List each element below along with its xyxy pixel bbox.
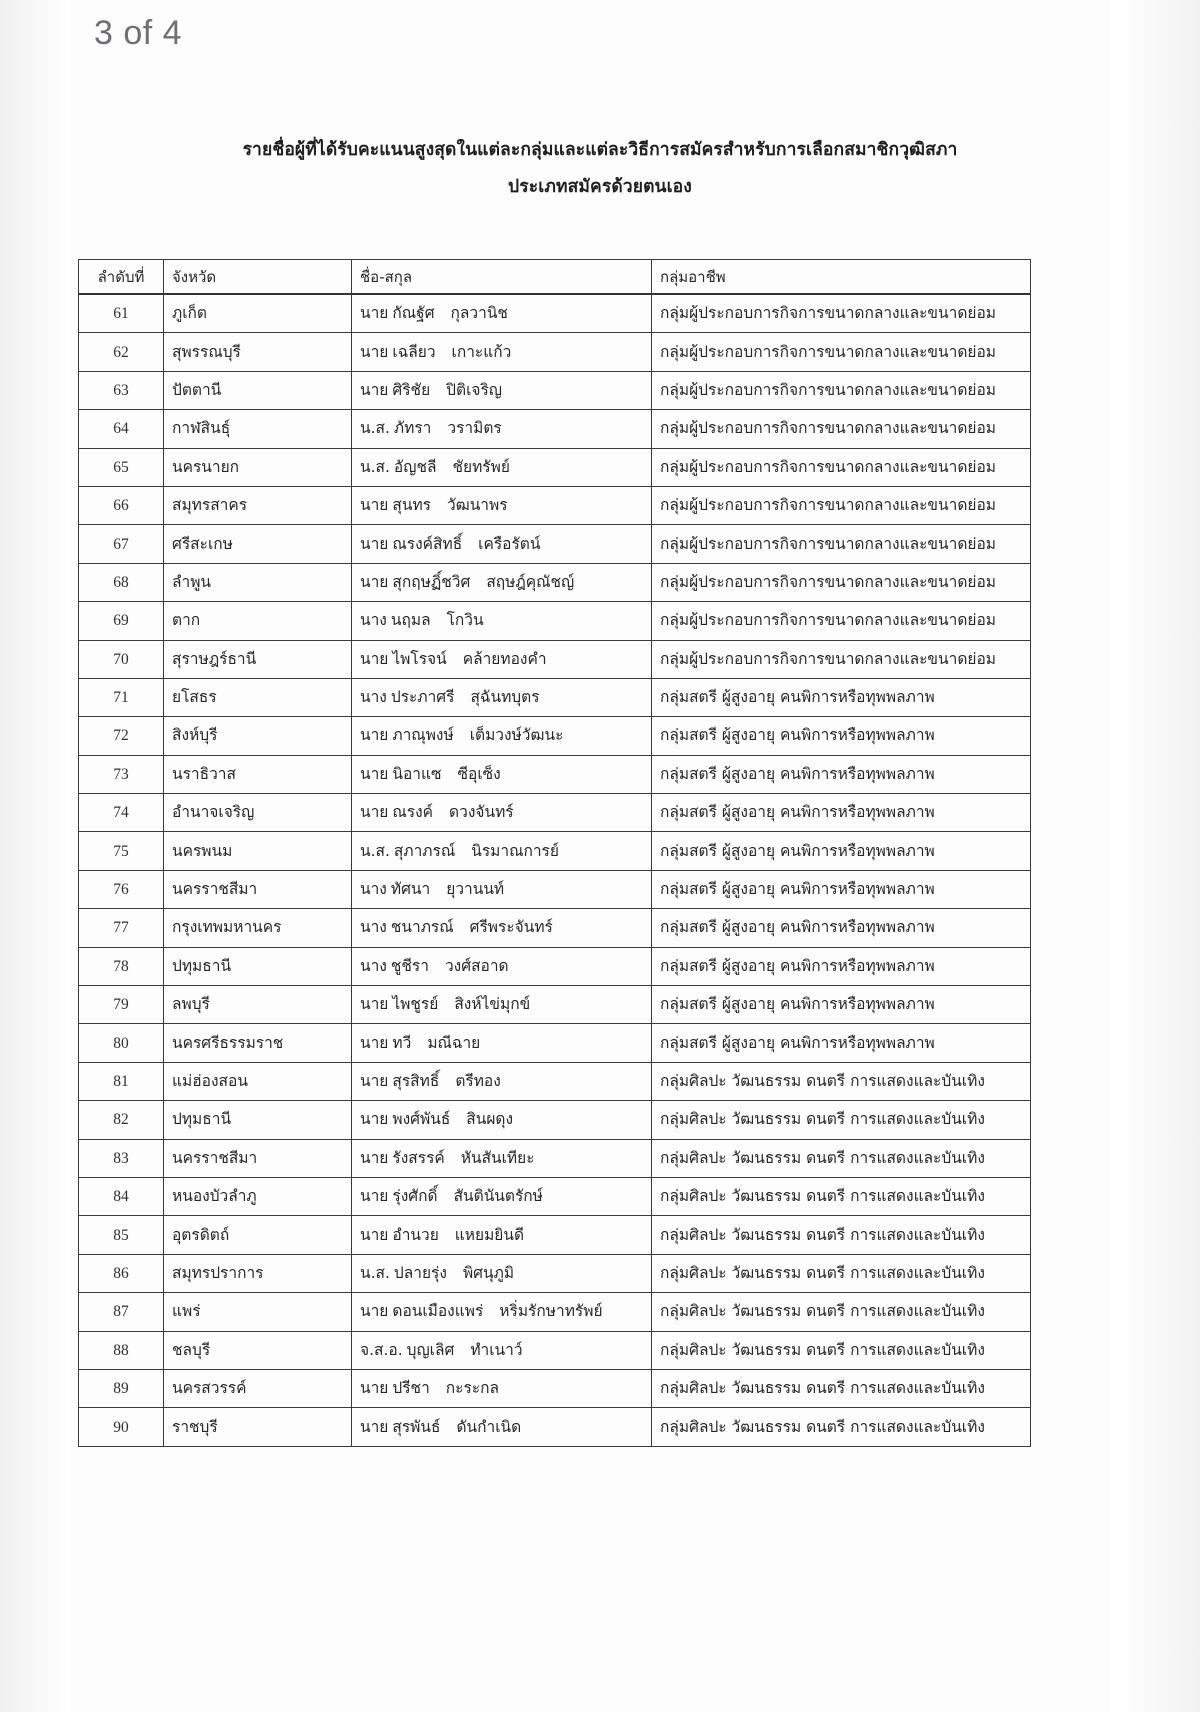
name-title: นาย bbox=[360, 1033, 389, 1052]
table-row bbox=[79, 1293, 1031, 1331]
name-given: บุญเลิศ bbox=[406, 1340, 455, 1359]
table-header-row bbox=[79, 260, 1031, 295]
name-title: นาย bbox=[360, 649, 389, 668]
name-given: อำนวย bbox=[392, 1225, 439, 1244]
name-title: นาย bbox=[360, 764, 389, 783]
name-family: แหยมยินดี bbox=[454, 1225, 525, 1244]
name-family: นิรมาณการย์ bbox=[471, 841, 559, 860]
cell-order-no: 62 bbox=[79, 333, 164, 371]
cell-occupation-group: กลุ่มสตรี ผู้สูงอายุ คนพิการหรือทุพพลภาพ bbox=[652, 947, 1031, 985]
name-title: นาง bbox=[360, 880, 387, 899]
cell-occupation-group: กลุ่มผู้ประกอบการกิจการขนาดกลางและขนาดย่อม bbox=[652, 525, 1031, 563]
cell-province: นราธิวาส bbox=[164, 755, 352, 793]
roster-table bbox=[78, 259, 1031, 1447]
table-row bbox=[79, 794, 1031, 832]
name-title: นาย bbox=[360, 1187, 389, 1206]
table-row bbox=[79, 870, 1031, 908]
name-given: ไพชูรย์ bbox=[392, 995, 439, 1014]
name-title: นาย bbox=[360, 1110, 389, 1129]
name-given: ภาณุพงษ์ bbox=[392, 726, 454, 745]
cell-province: แพร่ bbox=[164, 1293, 352, 1331]
table-row bbox=[79, 678, 1031, 716]
name-given: สุรสิทธิ์ bbox=[392, 1071, 440, 1090]
cell-full-name bbox=[352, 832, 652, 870]
name-family: ตรีทอง bbox=[455, 1071, 501, 1090]
cell-occupation-group: กลุ่มศิลปะ วัฒนธรรม ดนตรี การแสดงและบันเทิง bbox=[652, 1331, 1031, 1369]
name-title: นาย bbox=[360, 496, 389, 515]
table-row bbox=[79, 1254, 1031, 1292]
name-given: นิอาแซ bbox=[392, 764, 442, 783]
cell-province: ปัตตานี bbox=[164, 371, 352, 409]
name-family: ยุวานนท์ bbox=[446, 880, 505, 899]
cell-full-name bbox=[352, 1293, 652, 1331]
name-family: คล้ายทองคำ bbox=[462, 649, 547, 668]
table-row bbox=[79, 294, 1031, 333]
cell-order-no: 81 bbox=[79, 1062, 164, 1100]
cell-province: นครราชสีมา bbox=[164, 1139, 352, 1177]
cell-order-no: 64 bbox=[79, 410, 164, 448]
cell-occupation-group: กลุ่มสตรี ผู้สูงอายุ คนพิการหรือทุพพลภาพ bbox=[652, 755, 1031, 793]
cell-province: อำนาจเจริญ bbox=[164, 794, 352, 832]
name-given: พงศ์พันธ์ bbox=[392, 1110, 451, 1129]
column-header-order-no: ลำดับที่ bbox=[79, 260, 164, 295]
cell-occupation-group: กลุ่มสตรี ผู้สูงอายุ คนพิการหรือทุพพลภาพ bbox=[652, 832, 1031, 870]
name-family: โกวิน bbox=[446, 611, 484, 630]
cell-order-no: 82 bbox=[79, 1101, 164, 1139]
cell-province: ยโสธร bbox=[164, 678, 352, 716]
name-family: ดันกำเนิด bbox=[456, 1417, 522, 1436]
table-row bbox=[79, 371, 1031, 409]
name-given: ดอนเมืองแพร่ bbox=[392, 1302, 484, 1321]
table-row bbox=[79, 525, 1031, 563]
cell-province: หนองบัวลำภู bbox=[164, 1177, 352, 1215]
cell-full-name bbox=[352, 410, 652, 448]
cell-order-no: 69 bbox=[79, 602, 164, 640]
cell-province: นครนายก bbox=[164, 448, 352, 486]
cell-order-no: 88 bbox=[79, 1331, 164, 1369]
cell-order-no: 73 bbox=[79, 755, 164, 793]
name-given: ศิริชัย bbox=[392, 380, 431, 399]
cell-occupation-group: กลุ่มผู้ประกอบการกิจการขนาดกลางและขนาดย่อม bbox=[652, 333, 1031, 371]
cell-occupation-group: กลุ่มผู้ประกอบการกิจการขนาดกลางและขนาดย่อม bbox=[652, 294, 1031, 333]
cell-occupation-group: กลุ่มสตรี ผู้สูงอายุ คนพิการหรือทุพพลภาพ bbox=[652, 909, 1031, 947]
table-row bbox=[79, 1062, 1031, 1100]
cell-order-no: 75 bbox=[79, 832, 164, 870]
table-row bbox=[79, 1216, 1031, 1254]
cell-province: นครสวรรค์ bbox=[164, 1369, 352, 1407]
name-family: ทำเนาว์ bbox=[470, 1340, 523, 1359]
cell-full-name bbox=[352, 563, 652, 601]
cell-full-name bbox=[352, 1062, 652, 1100]
name-given: กัณฐัศ bbox=[392, 304, 435, 323]
name-title: นาง bbox=[360, 688, 387, 707]
cell-province: ภูเก็ต bbox=[164, 294, 352, 333]
name-given: ณรงค์สิทธิ์ bbox=[392, 534, 463, 553]
name-title: นาย bbox=[360, 304, 389, 323]
table-row bbox=[79, 947, 1031, 985]
cell-full-name bbox=[352, 1139, 652, 1177]
name-title: นาย bbox=[360, 726, 389, 745]
name-given: ประภาศรี bbox=[390, 688, 455, 707]
document-heading bbox=[0, 138, 1200, 201]
cell-order-no: 77 bbox=[79, 909, 164, 947]
cell-full-name bbox=[352, 294, 652, 333]
name-title: นาง bbox=[360, 956, 387, 975]
cell-occupation-group: กลุ่มสตรี ผู้สูงอายุ คนพิการหรือทุพพลภาพ bbox=[652, 870, 1031, 908]
name-title: น.ส. bbox=[360, 457, 390, 476]
cell-occupation-group: กลุ่มศิลปะ วัฒนธรรม ดนตรี การแสดงและบันเทิง bbox=[652, 1369, 1031, 1407]
cell-province: ปทุมธานี bbox=[164, 1101, 352, 1139]
cell-occupation-group: กลุ่มศิลปะ วัฒนธรรม ดนตรี การแสดงและบันเทิง bbox=[652, 1254, 1031, 1292]
cell-order-no: 76 bbox=[79, 870, 164, 908]
name-title: นาย bbox=[360, 1225, 389, 1244]
heading-line-1: รายชื่อผู้ที่ได้รับคะแนนสูงสุดในแต่ละกลุ่มและแต่ละวิธีการสมัครสำหรับการเลือกสมาชิกวุฒิสภา bbox=[242, 140, 958, 160]
name-title: นาง bbox=[360, 611, 387, 630]
cell-full-name bbox=[352, 986, 652, 1024]
cell-full-name bbox=[352, 717, 652, 755]
name-family: มณีฉาย bbox=[427, 1033, 481, 1052]
cell-province: สิงห์บุรี bbox=[164, 717, 352, 755]
cell-order-no: 84 bbox=[79, 1177, 164, 1215]
cell-full-name bbox=[352, 1408, 652, 1446]
name-title: น.ส. bbox=[360, 419, 390, 438]
cell-occupation-group: กลุ่มสตรี ผู้สูงอายุ คนพิการหรือทุพพลภาพ bbox=[652, 678, 1031, 716]
cell-province: ลำพูน bbox=[164, 563, 352, 601]
name-family: สันตินันตรักษ์ bbox=[453, 1187, 543, 1206]
name-title: นาย bbox=[360, 1417, 389, 1436]
cell-full-name bbox=[352, 602, 652, 640]
name-family: สฤษฎ์คุณัชญ์ bbox=[486, 572, 575, 591]
name-title: น.ส. bbox=[360, 1263, 390, 1282]
cell-order-no: 83 bbox=[79, 1139, 164, 1177]
cell-occupation-group: กลุ่มผู้ประกอบการกิจการขนาดกลางและขนาดย่อม bbox=[652, 486, 1031, 524]
name-title: นาย bbox=[360, 803, 389, 822]
table-row bbox=[79, 640, 1031, 678]
name-family: วงศ์สอาด bbox=[444, 956, 509, 975]
cell-order-no: 86 bbox=[79, 1254, 164, 1292]
table-row bbox=[79, 909, 1031, 947]
cell-order-no: 65 bbox=[79, 448, 164, 486]
name-family: หันสันเทียะ bbox=[460, 1148, 535, 1167]
table-row bbox=[79, 1408, 1031, 1446]
cell-full-name bbox=[352, 794, 652, 832]
cell-province: อุตรดิตถ์ bbox=[164, 1216, 352, 1254]
name-given: ปรีชา bbox=[392, 1379, 430, 1398]
column-header-occupation-group: กลุ่มอาชีพ bbox=[652, 260, 1031, 295]
cell-full-name bbox=[352, 1101, 652, 1139]
table-row bbox=[79, 333, 1031, 371]
cell-province: กรุงเทพมหานคร bbox=[164, 909, 352, 947]
cell-order-no: 90 bbox=[79, 1408, 164, 1446]
cell-occupation-group: กลุ่มสตรี ผู้สูงอายุ คนพิการหรือทุพพลภาพ bbox=[652, 1024, 1031, 1062]
name-family: ดวงจันทร์ bbox=[449, 803, 514, 822]
cell-occupation-group: กลุ่มศิลปะ วัฒนธรรม ดนตรี การแสดงและบันเทิง bbox=[652, 1216, 1031, 1254]
table-row bbox=[79, 410, 1031, 448]
cell-occupation-group: กลุ่มศิลปะ วัฒนธรรม ดนตรี การแสดงและบันเทิง bbox=[652, 1408, 1031, 1446]
cell-occupation-group: กลุ่มศิลปะ วัฒนธรรม ดนตรี การแสดงและบันเทิง bbox=[652, 1101, 1031, 1139]
cell-province: นครพนม bbox=[164, 832, 352, 870]
heading-line-2: ประเภทสมัครด้วยตนเอง bbox=[508, 177, 692, 198]
table-body bbox=[79, 294, 1031, 1446]
cell-occupation-group: กลุ่มศิลปะ วัฒนธรรม ดนตรี การแสดงและบันเทิง bbox=[652, 1062, 1031, 1100]
cell-order-no: 78 bbox=[79, 947, 164, 985]
table-row bbox=[79, 1369, 1031, 1407]
cell-full-name bbox=[352, 870, 652, 908]
cell-full-name bbox=[352, 755, 652, 793]
cell-order-no: 72 bbox=[79, 717, 164, 755]
name-given: อัญชลี bbox=[393, 457, 437, 476]
cell-full-name bbox=[352, 486, 652, 524]
name-given: ภัทรา bbox=[393, 419, 432, 438]
cell-occupation-group: กลุ่มสตรี ผู้สูงอายุ คนพิการหรือทุพพลภาพ bbox=[652, 717, 1031, 755]
name-title: นาย bbox=[360, 572, 389, 591]
cell-occupation-group: กลุ่มสตรี ผู้สูงอายุ คนพิการหรือทุพพลภาพ bbox=[652, 986, 1031, 1024]
table-row bbox=[79, 1101, 1031, 1139]
name-title: นาย bbox=[360, 342, 389, 361]
cell-province: ราชบุรี bbox=[164, 1408, 352, 1446]
name-family: สิงห์ไข่มุกข์ bbox=[454, 995, 531, 1014]
name-given: สุกฤษฏิ์ชวิศ bbox=[392, 572, 471, 591]
cell-occupation-group: กลุ่มผู้ประกอบการกิจการขนาดกลางและขนาดย่อม bbox=[652, 640, 1031, 678]
cell-order-no: 80 bbox=[79, 1024, 164, 1062]
name-title: นาง bbox=[360, 918, 387, 937]
cell-full-name bbox=[352, 947, 652, 985]
cell-full-name bbox=[352, 640, 652, 678]
cell-full-name bbox=[352, 448, 652, 486]
name-family: กุลวานิช bbox=[450, 304, 508, 323]
table-row bbox=[79, 1331, 1031, 1369]
name-given: สุภาภรณ์ bbox=[393, 841, 456, 860]
cell-full-name bbox=[352, 678, 652, 716]
table-row bbox=[79, 755, 1031, 793]
name-title: นาย bbox=[360, 1379, 389, 1398]
name-given: ณรงค์ bbox=[392, 803, 434, 822]
name-given: รังสรรค์ bbox=[392, 1148, 445, 1167]
roster-table-container bbox=[78, 259, 1030, 1447]
name-given: ชนาภรณ์ bbox=[390, 918, 454, 937]
column-header-full-name: ชื่อ-สกุล bbox=[352, 260, 652, 295]
cell-order-no: 85 bbox=[79, 1216, 164, 1254]
name-given: สุรพันธ์ bbox=[392, 1417, 441, 1436]
name-family: กะระกล bbox=[445, 1379, 500, 1398]
cell-occupation-group: กลุ่มศิลปะ วัฒนธรรม ดนตรี การแสดงและบันเทิง bbox=[652, 1139, 1031, 1177]
cell-province: นครราชสีมา bbox=[164, 870, 352, 908]
cell-order-no: 63 bbox=[79, 371, 164, 409]
name-title: จ.ส.อ. bbox=[360, 1340, 403, 1359]
cell-order-no: 67 bbox=[79, 525, 164, 563]
table-row bbox=[79, 563, 1031, 601]
table-row bbox=[79, 486, 1031, 524]
table-row bbox=[79, 602, 1031, 640]
name-title: นาย bbox=[360, 380, 389, 399]
column-header-province: จังหวัด bbox=[164, 260, 352, 295]
cell-occupation-group: กลุ่มสตรี ผู้สูงอายุ คนพิการหรือทุพพลภาพ bbox=[652, 794, 1031, 832]
cell-full-name bbox=[352, 1254, 652, 1292]
name-given: ชูชีรา bbox=[390, 956, 429, 975]
cell-order-no: 61 bbox=[79, 294, 164, 333]
cell-province: สมุทรปราการ bbox=[164, 1254, 352, 1292]
name-family: หริ่มรักษาทรัพย์ bbox=[499, 1302, 603, 1321]
table-row bbox=[79, 1024, 1031, 1062]
cell-province: แม่ฮ่องสอน bbox=[164, 1062, 352, 1100]
cell-order-no: 68 bbox=[79, 563, 164, 601]
name-title: นาย bbox=[360, 1302, 389, 1321]
name-given: สุนทร bbox=[392, 496, 431, 515]
cell-province: ลพบุรี bbox=[164, 986, 352, 1024]
cell-province: ตาก bbox=[164, 602, 352, 640]
name-given: รุ่งศักดิ์ bbox=[392, 1187, 438, 1206]
name-family: ปิติเจริญ bbox=[446, 380, 502, 399]
cell-full-name bbox=[352, 333, 652, 371]
cell-province: ศรีสะเกษ bbox=[164, 525, 352, 563]
table-row bbox=[79, 448, 1031, 486]
name-given: ทวี bbox=[392, 1033, 412, 1052]
cell-province: ปทุมธานี bbox=[164, 947, 352, 985]
table-row bbox=[79, 717, 1031, 755]
cell-occupation-group: กลุ่มผู้ประกอบการกิจการขนาดกลางและขนาดย่อม bbox=[652, 448, 1031, 486]
cell-order-no: 71 bbox=[79, 678, 164, 716]
name-family: ชัยทรัพย์ bbox=[452, 457, 510, 476]
cell-order-no: 89 bbox=[79, 1369, 164, 1407]
name-given: ปลายรุ่ง bbox=[393, 1263, 447, 1282]
cell-occupation-group: กลุ่มศิลปะ วัฒนธรรม ดนตรี การแสดงและบันเทิง bbox=[652, 1293, 1031, 1331]
name-title: น.ส. bbox=[360, 841, 390, 860]
cell-full-name bbox=[352, 1331, 652, 1369]
table-row bbox=[79, 1139, 1031, 1177]
name-family: สุฉันทบุตร bbox=[470, 688, 540, 707]
cell-occupation-group: กลุ่มผู้ประกอบการกิจการขนาดกลางและขนาดย่อม bbox=[652, 410, 1031, 448]
cell-order-no: 66 bbox=[79, 486, 164, 524]
name-family: เต็มวงษ์วัฒนะ bbox=[469, 726, 564, 745]
name-family: วรามิตร bbox=[447, 419, 502, 438]
cell-full-name bbox=[352, 909, 652, 947]
name-given: ไพโรจน์ bbox=[392, 649, 447, 668]
name-given: นฤมล bbox=[390, 611, 431, 630]
cell-full-name bbox=[352, 1024, 652, 1062]
name-family: ซีอุเซ็ง bbox=[457, 764, 501, 783]
name-family: พิศนุภูมิ bbox=[462, 1263, 515, 1282]
cell-province: นครศรีธรรมราช bbox=[164, 1024, 352, 1062]
cell-occupation-group: กลุ่มศิลปะ วัฒนธรรม ดนตรี การแสดงและบันเทิง bbox=[652, 1177, 1031, 1215]
cell-full-name bbox=[352, 371, 652, 409]
cell-occupation-group: กลุ่มผู้ประกอบการกิจการขนาดกลางและขนาดย่อม bbox=[652, 563, 1031, 601]
cell-full-name bbox=[352, 525, 652, 563]
name-family: เกาะแก้ว bbox=[451, 342, 512, 361]
cell-full-name bbox=[352, 1369, 652, 1407]
cell-province: สุราษฎร์ธานี bbox=[164, 640, 352, 678]
cell-province: กาฬสินธุ์ bbox=[164, 410, 352, 448]
cell-occupation-group: กลุ่มผู้ประกอบการกิจการขนาดกลางและขนาดย่อม bbox=[652, 371, 1031, 409]
name-family: วัฒนาพร bbox=[447, 496, 508, 515]
cell-order-no: 87 bbox=[79, 1293, 164, 1331]
page-indicator: 3 of 4 bbox=[94, 14, 183, 52]
cell-order-no: 70 bbox=[79, 640, 164, 678]
cell-province: สุพรรณบุรี bbox=[164, 333, 352, 371]
name-title: นาย bbox=[360, 534, 389, 553]
cell-occupation-group: กลุ่มผู้ประกอบการกิจการขนาดกลางและขนาดย่อม bbox=[652, 602, 1031, 640]
name-title: นาย bbox=[360, 995, 389, 1014]
name-title: นาย bbox=[360, 1148, 389, 1167]
name-family: สินผดุง bbox=[466, 1110, 514, 1129]
name-given: เฉลียว bbox=[392, 342, 436, 361]
name-family: เครือรัตน์ bbox=[478, 534, 541, 553]
name-given: ทัศนา bbox=[390, 880, 431, 899]
table-row bbox=[79, 986, 1031, 1024]
name-family: ศรีพระจันทร์ bbox=[469, 918, 553, 937]
table-header bbox=[79, 260, 1031, 295]
cell-province: ชลบุรี bbox=[164, 1331, 352, 1369]
table-row bbox=[79, 1177, 1031, 1215]
cell-order-no: 74 bbox=[79, 794, 164, 832]
cell-province: สมุทรสาคร bbox=[164, 486, 352, 524]
table-row bbox=[79, 832, 1031, 870]
cell-order-no: 79 bbox=[79, 986, 164, 1024]
cell-full-name bbox=[352, 1216, 652, 1254]
name-title: นาย bbox=[360, 1071, 389, 1090]
cell-full-name bbox=[352, 1177, 652, 1215]
